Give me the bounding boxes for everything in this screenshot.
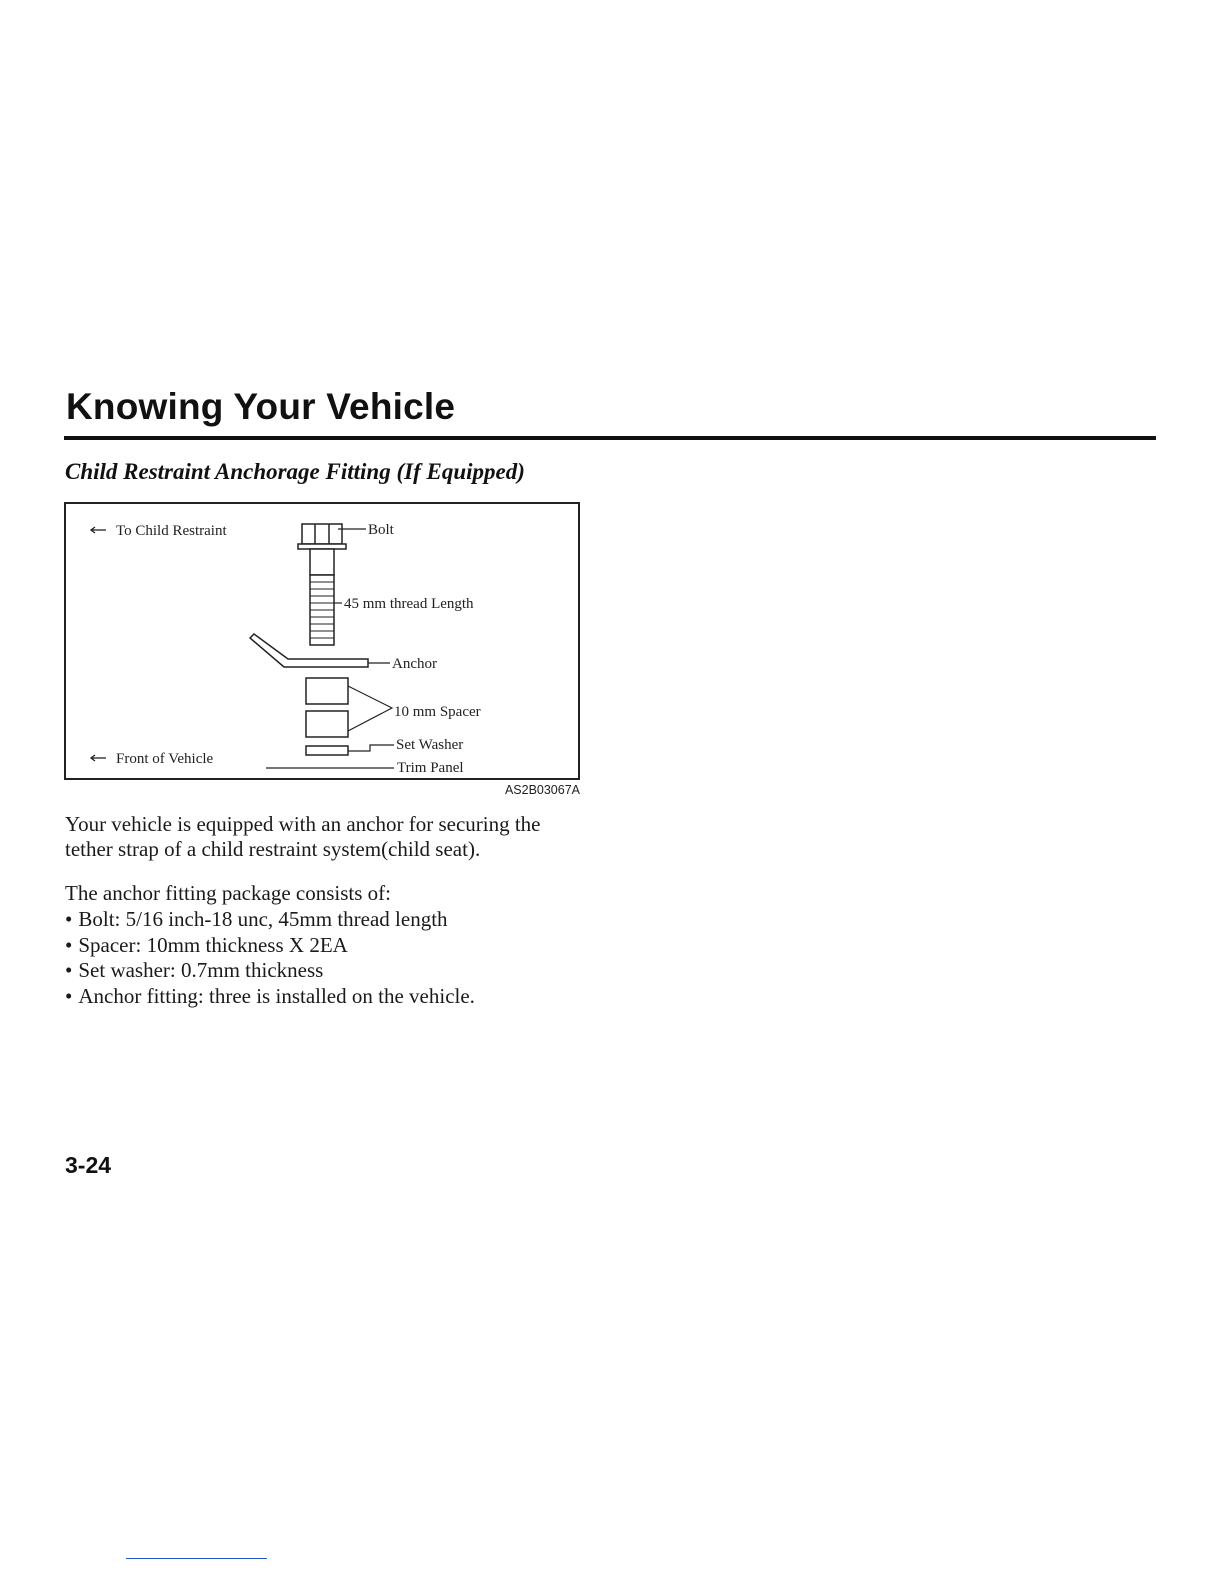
set-washer-part xyxy=(306,746,348,755)
label-trim-panel: Trim Panel xyxy=(397,760,464,776)
package-list xyxy=(65,907,475,1009)
label-spacer: 10 mm Spacer xyxy=(394,704,481,720)
label-bolt: Bolt xyxy=(368,522,394,538)
label-to-child-restraint: To Child Restraint xyxy=(116,523,227,539)
spacer-part xyxy=(306,678,348,737)
section-heading: Child Restraint Anchorage Fitting (If Equipped) xyxy=(65,459,525,484)
figure-code: AS2B03067A xyxy=(504,783,580,797)
diagram-drawing xyxy=(66,504,578,778)
intro-paragraph: Your vehicle is equipped with an anchor for securing the tether strap of a child restraint system(child seat). xyxy=(65,812,541,861)
label-front-of-vehicle: Front of Vehicle xyxy=(116,751,214,767)
label-set-washer: Set Washer xyxy=(396,737,464,753)
label-thread-length: 45 mm thread Length xyxy=(344,596,474,612)
set-washer-leader xyxy=(348,745,394,751)
anchor-fitting-diagram xyxy=(64,502,580,780)
list-item: • Spacer: 10mm thickness X 2EA xyxy=(65,933,475,959)
arrow-left-icon xyxy=(91,527,106,533)
chapter-title: Knowing Your Vehicle xyxy=(66,386,456,427)
list-item: • Anchor fitting: three is installed on the vehicle. xyxy=(65,984,475,1010)
list-item: • Set washer: 0.7mm thickness xyxy=(65,958,475,984)
title-rule xyxy=(64,436,1156,440)
spacer-leader xyxy=(348,686,392,731)
package-paragraph: The anchor fitting package consists of: xyxy=(65,881,391,905)
label-anchor: Anchor xyxy=(392,656,437,672)
arrow-left-icon xyxy=(91,755,106,761)
page-number: 3-24 xyxy=(65,1152,112,1178)
bolt-part xyxy=(298,524,346,645)
footer-rule xyxy=(126,1558,267,1559)
list-item: • Bolt: 5/16 inch-18 unc, 45mm thread length xyxy=(65,907,475,933)
